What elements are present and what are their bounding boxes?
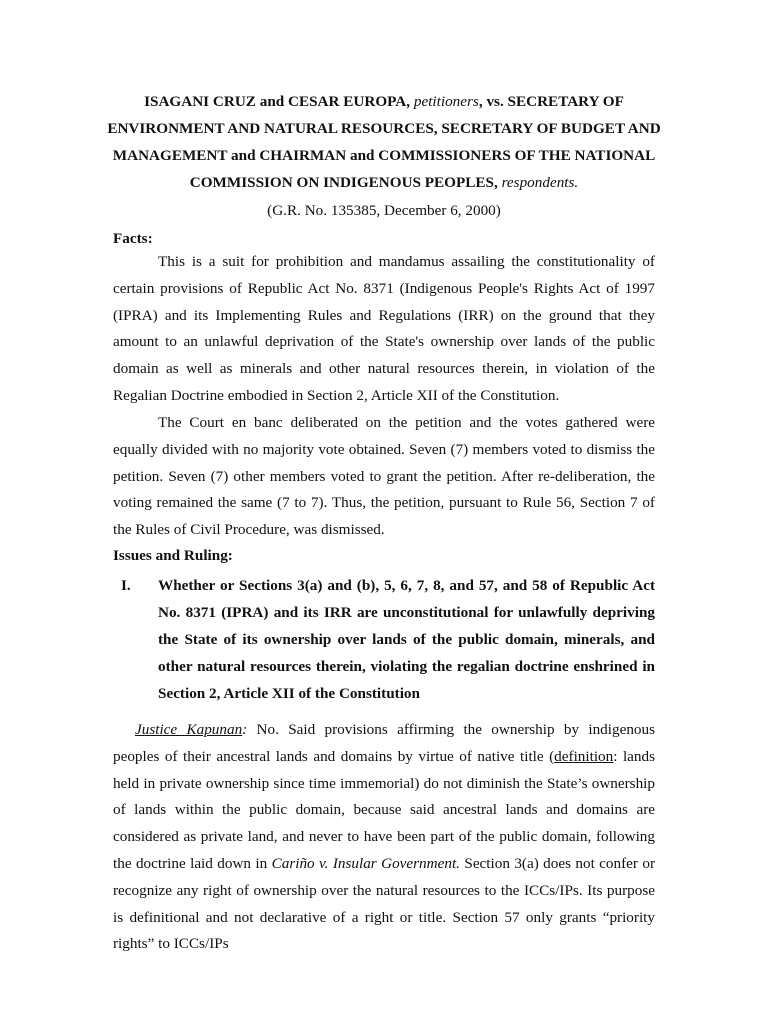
case-cited: Cariño v. Insular Government. xyxy=(271,854,460,872)
case-title: ISAGANI CRUZ and CESAR EUROPA, petitioners, vs. SECRETARY OF ENVIRONMENT AND NATURAL RESOURCES, SECRETARY OF BUDGET AND MANAGEMENT and CHAIRMAN and COMMISSIONERS OF THE NATIONAL COMMISSION ON INDIGENOUS PEOPLES, respondents. xyxy=(107,93,661,191)
issue-number: I. xyxy=(121,577,131,594)
ruling-text-1: No. Said provisions affirming the ownership by indigenous peoples of their ancestral lands and domains by virtue of native title ( xyxy=(113,721,656,765)
versus-label: vs. xyxy=(486,93,504,110)
ruling-text-3: Section 3(a) does not confer or recognize any right of ownership over the natural resources to the ICCs/IPs. Its purpose is definitional and not declarative of a right or title. Section 57 only grants “priority rights” to ICCs/IPs xyxy=(113,854,656,953)
facts-paragraph-1: This is a suit for prohibition and mandamus assailing the constitutionality of certain provisions of Republic Act No. 8371 (Indigenous People's Rights Act of 1997 (IPRA) and its Implementing Rules and Regulations (IRR) on the ground that they amount to an unlawful deprivation of the State's ownership over lands of the public domain as well as minerals and other natural resources therein, in violation of the Regalian Doctrine embodied in Section 2, Article XII of the Constitution. xyxy=(113,253,655,404)
respondent-names: SECRETARY OF ENVIRONMENT AND NATURAL RESOURCES, SECRETARY OF BUDGET AND MANAGEMENT and CHAIRMAN and COMMISSIONERS OF THE NATIONAL COMMISSION ON INDIGENOUS PEOPLES, xyxy=(107,93,661,191)
justice-name: Justice Kapunan xyxy=(135,721,243,738)
facts-paragraph-2: The Court en banc deliberated on the petition and the votes gathered were equally divided with no majority vote obtained. Seven (7) members voted to dismiss the petition. Seven (7) other members voted to grant the petition. After re-deliberation, the voting remained the same (7 to 7). Thus, the petition, pursuant to Rule 56, Section 7 of the Rules of Civil Procedure, was dismissed. xyxy=(113,414,655,539)
justice-colon: : xyxy=(242,721,248,738)
petitioner-names: ISAGANI CRUZ and CESAR EUROPA xyxy=(144,93,407,110)
ruling-paragraph xyxy=(113,717,655,958)
petitioners-label: petitioners xyxy=(413,93,479,110)
definition-label: definition xyxy=(554,747,614,765)
facts-heading: Facts: xyxy=(113,230,153,247)
case-citation: (G.R. No. 135385, December 6, 2000) xyxy=(267,202,501,219)
issue-text: Whether or Sections 3(a) and (b), 5, 6, 7, 8, and 57, and 58 of Republic Act No. 8371 (IPRA) and its IRR are unconstitutional for unlawfully depriving the State of its ownership over lands of the public domain, minerals, and other natural resources therein, violating the regalian doctrine enshrined in Section 2, Article XII of the Constitution xyxy=(158,577,655,702)
respondents-label: respondents. xyxy=(501,174,579,191)
ruling-text-2: : lands held in private ownership since time immemorial) do not diminish the State’s ownership of lands within the public domain, because said ancestral lands and domains are considered as private land, and never to have been part of the public domain, following the doctrine laid down in xyxy=(113,747,655,872)
issues-heading: Issues and Ruling: xyxy=(113,547,233,564)
